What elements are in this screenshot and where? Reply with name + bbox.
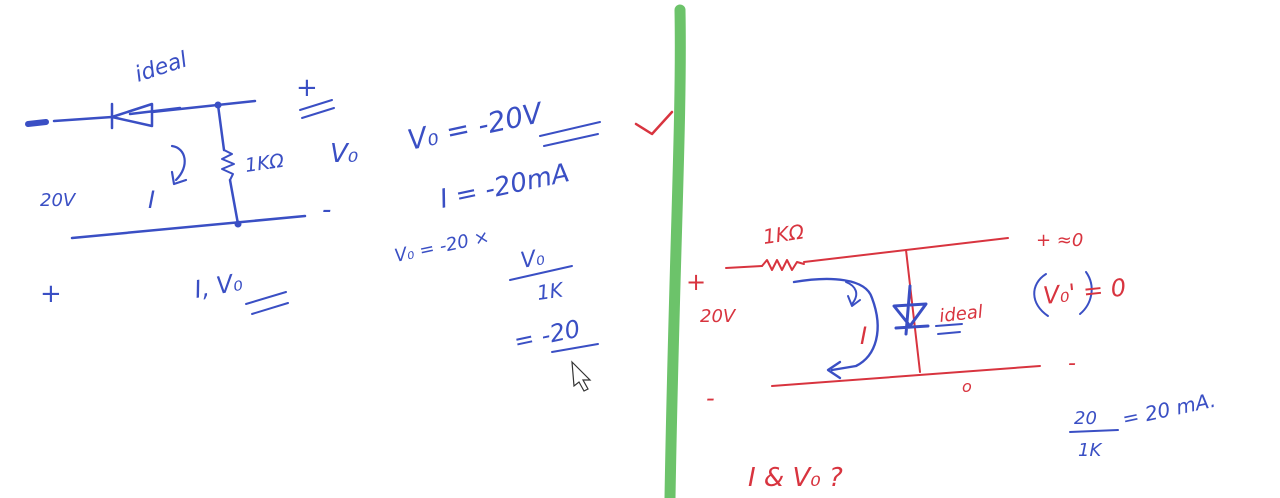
mouse-cursor-icon bbox=[572, 362, 590, 391]
right-question: I & V₀ ? bbox=[748, 463, 843, 493]
right-fraction-bar bbox=[1070, 430, 1118, 432]
right-left-lead bbox=[726, 266, 762, 268]
right-resistor-symbol bbox=[762, 260, 804, 270]
check-mark-icon bbox=[636, 112, 672, 134]
left-source-label: 20V bbox=[40, 190, 76, 211]
right-frac-den: 1K bbox=[1078, 440, 1102, 461]
left-frac-den: 1K bbox=[535, 277, 565, 305]
right-frac-result: = 20 mA. bbox=[1120, 387, 1218, 431]
left-resistor-label: 1KΩ bbox=[243, 149, 286, 177]
left-resistor-symbol bbox=[222, 150, 234, 180]
right-small-arrow bbox=[846, 282, 860, 306]
right-frac-num: 20 bbox=[1074, 408, 1097, 429]
left-current-label: I bbox=[148, 186, 156, 214]
right-minus-out: - bbox=[1068, 351, 1076, 376]
left-diode-label: ideal bbox=[132, 47, 191, 88]
left-node-top bbox=[215, 102, 222, 109]
left-eq-vo: V₀ = -20V bbox=[404, 96, 546, 157]
right-circuit bbox=[726, 238, 1118, 432]
left-frac-num: V₀ bbox=[518, 245, 547, 274]
left-vo-underline bbox=[540, 122, 600, 146]
right-diode-label: ideal bbox=[938, 301, 984, 327]
left-frac-result: = -20 bbox=[511, 314, 583, 356]
right-plus-out: + ≈0 bbox=[1036, 230, 1084, 251]
left-unknowns-underline bbox=[246, 292, 288, 314]
left-eq-vo-alt: V₀ = -20 × bbox=[392, 226, 492, 267]
right-source-label: 20V bbox=[700, 306, 736, 327]
right-current-label: I bbox=[860, 322, 868, 350]
left-eq-i: I = -20mA bbox=[437, 158, 573, 215]
left-unknowns: I, V₀ bbox=[192, 267, 245, 304]
left-diode-symbol bbox=[112, 104, 180, 128]
right-bottom-wire bbox=[772, 366, 1040, 386]
left-minus-right: - bbox=[322, 195, 332, 225]
left-bottom-wire bbox=[72, 216, 305, 238]
right-resistor-label: 1KΩ bbox=[761, 219, 806, 249]
left-plus-top: + bbox=[296, 73, 318, 103]
left-terminal-mark bbox=[28, 122, 46, 124]
right-node-mark: o bbox=[962, 377, 972, 396]
left-circuit bbox=[28, 100, 600, 352]
right-minus-left: - bbox=[706, 384, 715, 412]
panel-divider bbox=[670, 10, 680, 498]
left-resistor-wire bbox=[218, 105, 238, 224]
left-output-label: V₀ bbox=[330, 139, 359, 169]
left-current-arrow bbox=[172, 146, 186, 184]
left-node-bottom bbox=[235, 221, 242, 228]
right-plus-left: + bbox=[686, 268, 707, 296]
left-plus-bottom: + bbox=[40, 279, 62, 309]
right-eq-vo: V₀' = 0 bbox=[1041, 273, 1128, 310]
